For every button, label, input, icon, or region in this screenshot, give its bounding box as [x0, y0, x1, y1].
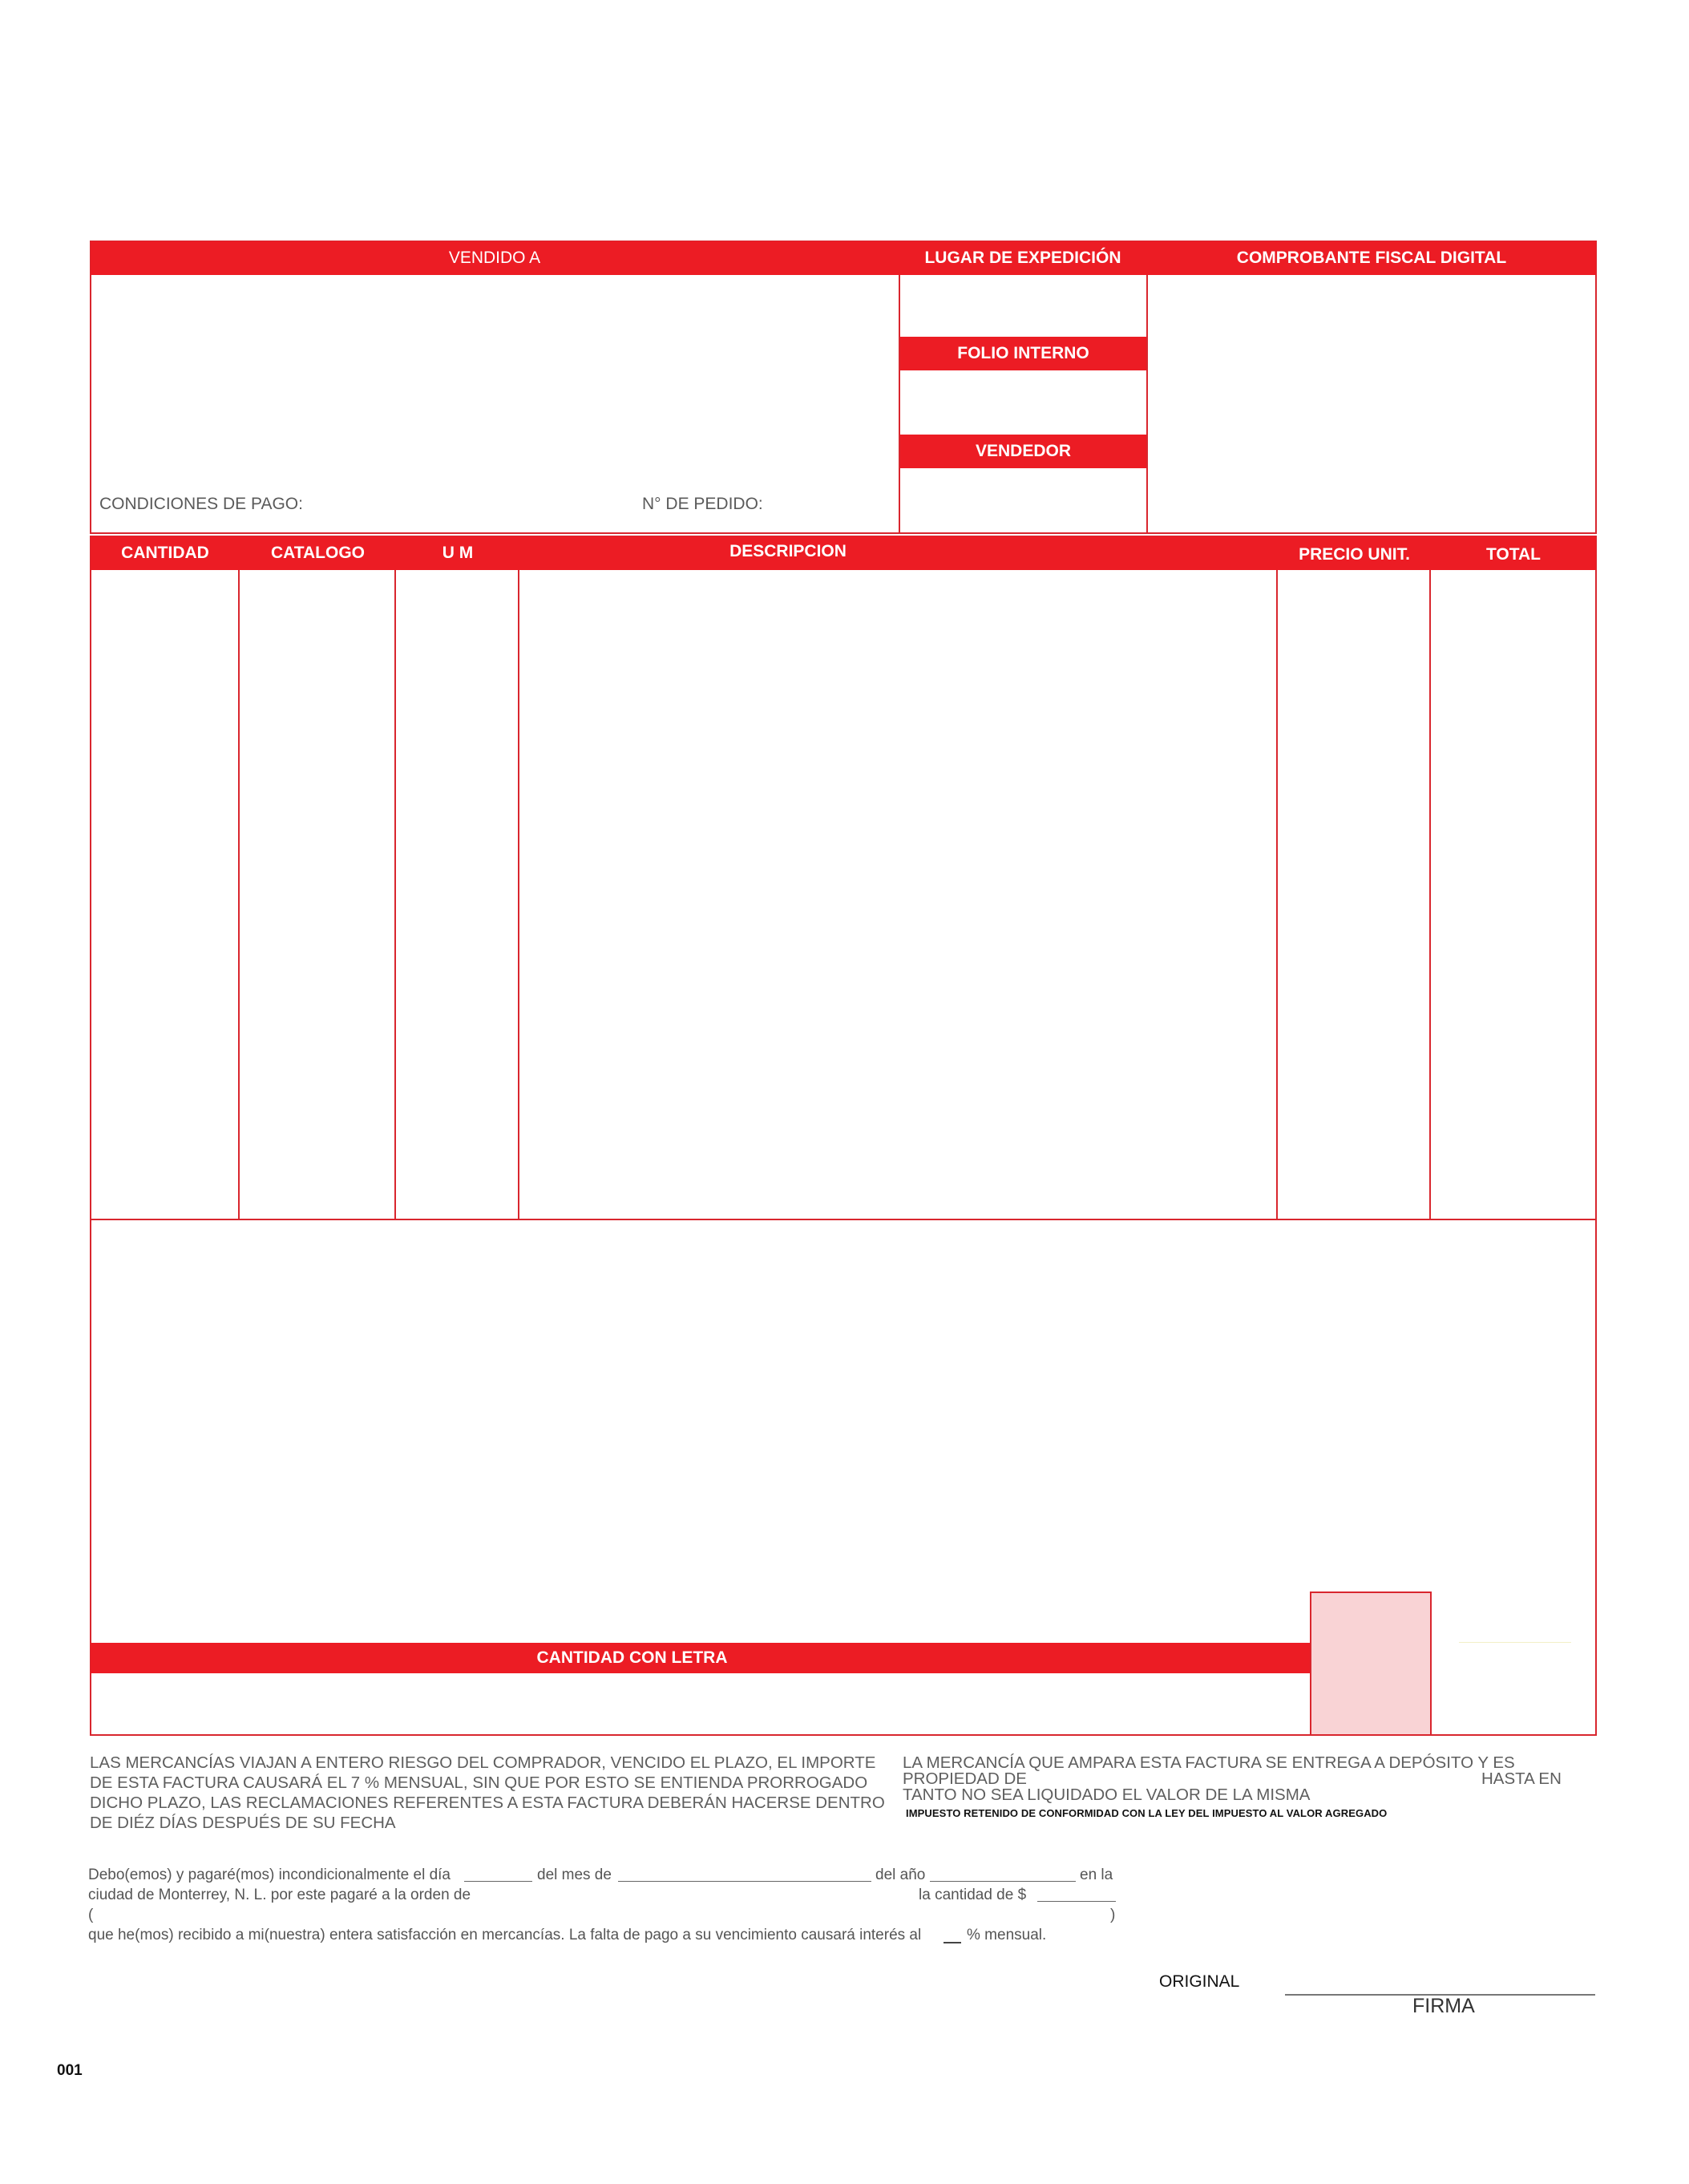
pagare-text-4: en la [1080, 1867, 1113, 1883]
column-header-total: TOTAL [1485, 545, 1542, 564]
comprobante-fiscal-header: COMPROBANTE FISCAL DIGITAL [1147, 241, 1596, 275]
pagare-amount-field[interactable] [1037, 1901, 1116, 1902]
pagare-text-6: la cantidad de $ [919, 1887, 1027, 1903]
terms-right-line2b: HASTA EN [1481, 1769, 1562, 1788]
pagare-text-2: del mes de [537, 1867, 612, 1883]
terms-left-line: DE ESTA FACTURA CAUSARÁ EL 7 % MENSUAL, SIN QUE POR ESTO SE ENTIENDA PRORROGADO [90, 1773, 868, 1792]
comprobante-fiscal-field[interactable] [1149, 275, 1595, 532]
original-label: ORIGINAL [1159, 1972, 1240, 1991]
numero-de-pedido-label: N° DE PEDIDO: [642, 495, 763, 513]
firma-label: FIRMA [1412, 1995, 1475, 2017]
folio-interno-header: FOLIO INTERNO [900, 337, 1146, 370]
vendido-a-field[interactable] [91, 275, 898, 491]
notes-area[interactable] [91, 1221, 1595, 1642]
header-divider-2 [1146, 275, 1148, 534]
pagare-text-1: Debo(emos) y pagaré(mos) incondicionalmente el día [88, 1867, 451, 1883]
terms-left-line: DE DIÉZ DÍAS DESPUÉS DE SU FECHA [90, 1814, 396, 1832]
vendido-a-header: VENDIDO A [91, 241, 899, 275]
lugar-expedicion-header: LUGAR DE EXPEDICIÓN [899, 241, 1147, 275]
vendedor-header: VENDEDOR [900, 435, 1146, 468]
column-header-cantidad: CANTIDAD [121, 544, 209, 562]
tax-amount-box[interactable] [1310, 1591, 1432, 1736]
column-header-descripcion: DESCRIPCION [729, 542, 847, 560]
terms-right-line3: TANTO NO SEA LIQUIDADO EL VALOR DE LA MISMA [903, 1786, 1311, 1804]
pagare-text-7: ( [88, 1907, 94, 1923]
items-body[interactable] [91, 571, 1595, 1217]
pagare-interest-field[interactable] [943, 1942, 961, 1943]
cantidad-con-letra-field[interactable] [91, 1673, 1308, 1734]
pagare-text-9: que he(mos) recibido a mi(nuestra) entera satisfacción en mercancías. La falta de pago a su vencimiento causará interés al [88, 1927, 922, 1943]
column-header-um: U M [442, 544, 474, 562]
page-code: 001 [57, 2062, 83, 2079]
terms-left-line: LAS MERCANCÍAS VIAJAN A ENTERO RIESGO DEL COMPRADOR, VENCIDO EL PLAZO, EL IMPORTE [90, 1753, 876, 1772]
terms-left-line: DICHO PLAZO, LAS RECLAMACIONES REFERENTES A ESTA FACTURA DEBERÁN HACERSE DENTRO [90, 1794, 885, 1812]
pagare-text-10: % mensual. [967, 1927, 1047, 1943]
terms-right-line1: LA MERCANCÍA QUE AMPARA ESTA FACTURA SE ENTREGA A DEPÓSITO Y ES [903, 1753, 1515, 1772]
cantidad-con-letra-header: CANTIDAD CON LETRA [91, 1643, 1310, 1673]
terms-left [90, 1753, 885, 1833]
terms-right-line2a: PROPIEDAD DE [903, 1769, 1027, 1788]
items-bottom-line [91, 1219, 1596, 1220]
pagare-day-field[interactable] [464, 1881, 532, 1882]
column-header-catalogo: CATALOGO [270, 544, 366, 562]
condiciones-de-pago-label: CONDICIONES DE PAGO: [99, 495, 303, 513]
retention-note: IMPUESTO RETENIDO DE CONFORMIDAD CON LA LEY DEL IMPUESTO AL VALOR AGREGADO [906, 1807, 1388, 1819]
pagare-text-5: ciudad de Monterrey, N. L. por este pagaré a la orden de [88, 1887, 471, 1903]
vendedor-field[interactable] [900, 468, 1146, 532]
total-guide-line [1459, 1642, 1571, 1643]
pagare-text-8: ) [1110, 1907, 1116, 1923]
pagare-text-3: del año [875, 1867, 926, 1883]
pagare-month-field[interactable] [618, 1881, 871, 1882]
pagare-year-field[interactable] [930, 1881, 1076, 1882]
column-header-precio-unit: PRECIO UNIT. [1299, 545, 1410, 564]
folio-interno-field[interactable] [900, 370, 1146, 435]
lugar-expedicion-field[interactable] [900, 275, 1146, 337]
